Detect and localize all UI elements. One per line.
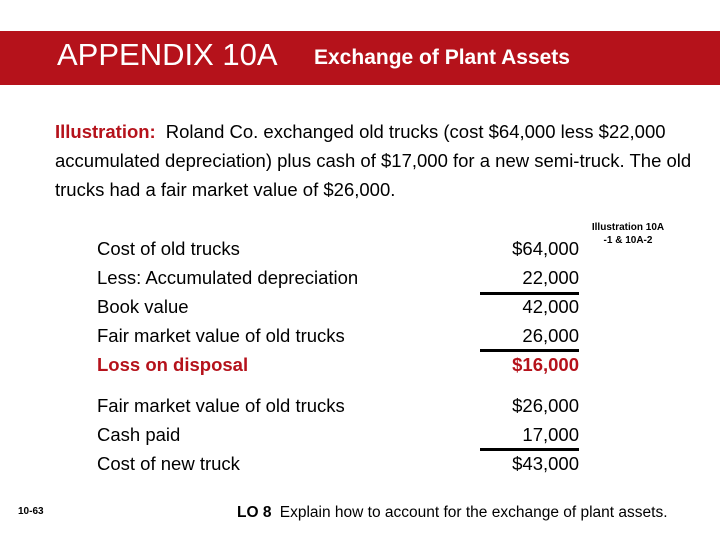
table-row-cash-paid — [97, 420, 579, 449]
row-label: Loss on disposal — [97, 354, 249, 375]
table-row-book-value — [97, 292, 579, 321]
table-row-loss-on-disposal — [97, 350, 579, 379]
illustration-paragraph — [55, 117, 695, 204]
slide-number: 10-63 — [18, 506, 44, 517]
row-label: Book value — [97, 296, 189, 317]
learning-objective-number: LO 8 — [237, 504, 272, 521]
illustration-text: Roland Co. exchanged old trucks (cost $64,000 less $22,000 accumulated depreciation) plus cash of $17,000 for a new semi-truck. The old trucks had a fair market value of $26,000. — [55, 121, 692, 200]
row-amount: $64,000 — [512, 238, 579, 259]
title-banner — [0, 31, 720, 85]
table-row-fair-market-value-2 — [97, 391, 579, 420]
table-row-cost-new-truck — [97, 449, 579, 478]
slide-title: Exchange of Plant Assets — [314, 46, 570, 69]
learning-objective — [237, 504, 668, 522]
row-label: Cost of old trucks — [97, 238, 240, 259]
row-amount: $16,000 — [512, 354, 579, 375]
row-amount: $43,000 — [512, 453, 579, 474]
learning-objective-text: Explain how to account for the exchange of plant assets. — [279, 504, 668, 521]
table-row-fair-market-value — [97, 321, 579, 350]
table-row-accumulated-depreciation — [97, 263, 579, 292]
row-label: Less: Accumulated depreciation — [97, 267, 359, 288]
row-amount: 22,000 — [522, 267, 579, 288]
illustration-label: Illustration: — [55, 121, 156, 142]
row-label: Fair market value of old trucks — [97, 325, 345, 346]
appendix-heading: APPENDIX 10A — [57, 37, 278, 72]
row-label: Fair market value of old trucks — [97, 395, 345, 416]
row-amount: 26,000 — [522, 325, 579, 346]
row-label: Cash paid — [97, 424, 181, 445]
illustration-reference-note: Illustration 10A -1 & 10A-2 — [591, 222, 665, 246]
row-label: Cost of new truck — [97, 453, 240, 474]
row-amount: 42,000 — [522, 296, 579, 317]
table-row-cost-old-trucks — [97, 234, 579, 263]
row-amount: 17,000 — [522, 424, 579, 445]
row-amount: $26,000 — [512, 395, 579, 416]
